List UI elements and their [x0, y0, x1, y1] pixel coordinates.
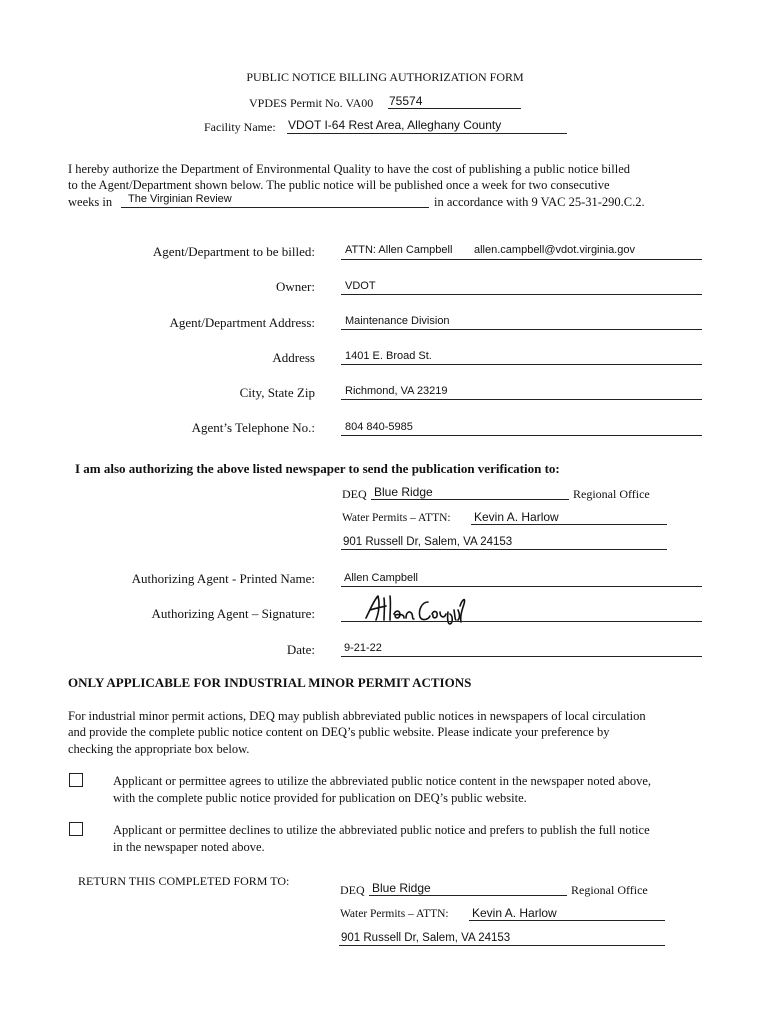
city-underline — [341, 399, 702, 400]
industrial-para-2: and provide the complete public notice content on DEQ’s public website. Please indicate your preference by — [68, 725, 610, 739]
return-attn-label: Water Permits – ATTN: — [340, 908, 449, 920]
verification-heading: I am also authorizing the above listed newspaper to send the publication verification to: — [75, 461, 560, 476]
return-attn-field[interactable]: Kevin A. Harlow — [472, 906, 557, 920]
return-address-underline — [339, 945, 665, 946]
agent-address-underline — [341, 329, 702, 330]
industrial-para-1: For industrial minor permit actions, DEQ may publish abbreviated public notices in newspapers of local circulation — [68, 709, 646, 723]
address-label: Address — [272, 350, 315, 365]
facility-name-field[interactable]: VDOT I-64 Rest Area, Alleghany County — [288, 118, 502, 132]
intro-accordance: in accordance with 9 VAC 25-31-290.C.2. — [434, 195, 645, 209]
agent-underline — [341, 259, 702, 260]
agent-address-label: Agent/Department Address: — [169, 315, 315, 330]
verification-attn-field[interactable]: Kevin A. Harlow — [474, 510, 559, 524]
return-regional: Regional Office — [571, 883, 648, 897]
verification-attn-underline — [471, 524, 667, 525]
verification-regional: Regional Office — [573, 487, 650, 501]
option-decline-line-2: in the newspaper noted above. — [113, 840, 265, 854]
signature-label: Authorizing Agent – Signature: — [151, 606, 315, 621]
date-underline — [341, 656, 702, 657]
telephone-label: Agent’s Telephone No.: — [191, 420, 315, 435]
verification-address-underline — [341, 549, 667, 550]
newspaper-underline — [121, 207, 429, 208]
return-attn-underline — [469, 920, 665, 921]
verification-attn-label: Water Permits – ATTN: — [342, 512, 451, 524]
signature-underline — [341, 621, 702, 622]
printed-name-field[interactable]: Allen Campbell — [344, 572, 418, 584]
permit-label: VPDES Permit No. VA00 — [249, 96, 374, 110]
owner-field[interactable]: VDOT — [345, 280, 376, 292]
return-deq-underline — [369, 895, 567, 896]
return-label: RETURN THIS COMPLETED FORM TO: — [78, 874, 290, 888]
agent-email-field[interactable]: allen.campbell@vdot.virginia.gov — [474, 244, 635, 256]
industrial-para-3: checking the appropriate box below. — [68, 742, 250, 756]
intro-weeks-in: weeks in — [68, 195, 113, 209]
verification-deq-field[interactable]: Blue Ridge — [374, 485, 433, 499]
date-field[interactable]: 9-21-22 — [344, 642, 382, 654]
owner-label: Owner: — [276, 279, 315, 294]
city-state-zip-label: City, State Zip — [239, 385, 315, 400]
verification-deq-underline — [371, 499, 569, 500]
printed-name-underline — [341, 586, 702, 587]
intro-line-1: I hereby authorize the Department of Environmental Quality to have the cost of publishing a public notice billed — [68, 162, 630, 176]
option-agree-line-1: Applicant or permittee agrees to utilize the abbreviated public notice content in the newspaper noted above, — [113, 774, 651, 788]
verification-address-field[interactable]: 901 Russell Dr, Salem, VA 24153 — [343, 536, 513, 548]
agent-attn-field[interactable]: ATTN: Allen Campbell — [345, 244, 453, 256]
permit-underline — [388, 108, 521, 109]
decline-abbreviated-checkbox[interactable] — [69, 822, 83, 836]
address-underline — [341, 364, 702, 365]
newspaper-field[interactable]: The Virginian Review — [128, 193, 232, 205]
telephone-field[interactable]: 804 840-5985 — [345, 421, 413, 433]
telephone-underline — [341, 435, 702, 436]
printed-name-label: Authorizing Agent - Printed Name: — [131, 571, 315, 586]
option-agree-line-2: with the complete public notice provided for publication on DEQ’s public website. — [113, 791, 527, 805]
date-label: Date: — [286, 642, 315, 657]
permit-number-field[interactable]: 75574 — [389, 94, 423, 108]
agent-billed-label: Agent/Department to be billed: — [152, 244, 315, 259]
facility-label: Facility Name: — [204, 120, 276, 134]
option-decline-line-1: Applicant or permittee declines to utilize the abbreviated public notice and prefers to publish the full notice — [113, 823, 650, 837]
facility-underline — [287, 133, 567, 134]
intro-line-2: to the Agent/Department shown below. The public notice will be published once a week for two consecutive — [68, 178, 610, 192]
agree-abbreviated-checkbox[interactable] — [69, 773, 83, 787]
return-deq-field[interactable]: Blue Ridge — [372, 881, 431, 895]
form-title: PUBLIC NOTICE BILLING AUTHORIZATION FORM — [246, 70, 524, 84]
return-address-field[interactable]: 901 Russell Dr, Salem, VA 24153 — [341, 932, 511, 944]
address-field[interactable]: 1401 E. Broad St. — [345, 350, 432, 362]
city-state-zip-field[interactable]: Richmond, VA 23219 — [345, 385, 448, 397]
agent-address-field[interactable]: Maintenance Division — [345, 315, 450, 327]
owner-underline — [341, 294, 702, 295]
verification-deq-label: DEQ — [342, 487, 367, 501]
return-deq-label: DEQ — [340, 883, 365, 897]
industrial-heading: ONLY APPLICABLE FOR INDUSTRIAL MINOR PERMIT ACTIONS — [68, 675, 472, 690]
